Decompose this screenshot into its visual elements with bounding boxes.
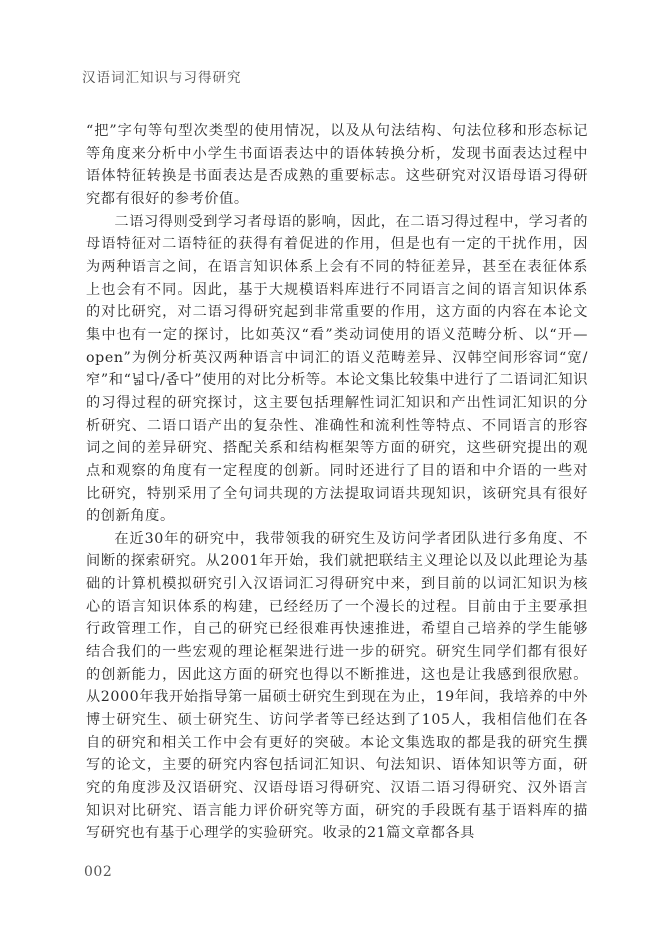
page-number: 002 xyxy=(84,864,113,880)
paragraph-second-language: 二语习得则受到学习者母语的影响，因此，在二语习得过程中，学习者的母语特征对二语特征的获得有着促进的作用，但是也有一定的干扰作用，因为两种语言之间，在语言知识体系上会有不同的特征差异，甚至在表征体系上也会有不同。因此，基于大规模语料库进行不同语言之间的语言知识体系的对比研究，对二语习得研究起到非常重要的作用，这方面的内容在本论文集中也有一定的探讨，比如英汉“看”类动词使用的语义范畴分析、以“开—open”为例分析英汉两种语言中词汇的语义范畴差异、汉韩空间形容词“宽/窄”和“넓다/좁다”使用的对比分析等。本论文集比较集中进行了二语词汇知识的习得过程的研究探讨，这主要包括理解性词汇知识和产出性词汇知识的分析研究、二语口语产出的复杂性、准确性和流利性等特点、不同语言的形容词之间的差异研究、搭配关系和结构框架等方面的研究，这些研究提出的观点和观察的角度有一定程度的创新。同时还进行了目的语和中介语的一些对比研究，特别采用了全句词共现的方法提取词语共现知识，该研究具有很好的创新角度。 xyxy=(86,213,588,525)
paragraph-continued: “把”字句等句型次类型的使用情况，以及从句法结构、句法位移和形态标记等角度来分析中小学生书面语表达中的语体转换分析，发现书面表达过程中语体特征转换是书面表达是否成熟的重要标志。这些研究对汉语母语习得研究都有很好的参考价值。 xyxy=(86,123,588,207)
running-head: 汉语词汇知识与习得研究 xyxy=(82,70,242,86)
paragraph-research-history: 在近30年的研究中，我带领我的研究生及访问学者团队进行多角度、不间断的探索研究。从2001年开始，我们就把联结主义理论以及以此理论为基础的计算机模拟研究引入汉语词汇习得研究中来，到目前的以词汇知识为核心的语言知识体系的构建，已经经历了一个漫长的过程。目前由于主要承担行政管理工作，自己的研究已经很难再快速推进，希望自己培养的学生能够结合我们的一些宏观的理论框架进行进一步的研究。研究生同学们都有很好的创新能力，因此这方面的研究也得以不断推进，这也是让我感到很欣慰。从2000年我开始指导第一届硕士研究生到现在为止，19年间，我培养的中外博士研究生、硕士研究生、访问学者等已经达到了105人，我相信他们在各自的研究和相关工作中会有更好的突破。本论文集选取的都是我的研究生撰写的论文，主要的研究内容包括词汇知识、句法知识、语体知识等方面，研究的角度涉及汉语研究、汉语母语习得研究、汉语二语习得研究、汉外语言知识对比研究、语言能力评价研究等方面，研究的手段既有基于语料库的描写研究也有基于心理学的实验研究。收录的21篇文章都各具 xyxy=(86,530,588,842)
body-text xyxy=(86,120,588,845)
